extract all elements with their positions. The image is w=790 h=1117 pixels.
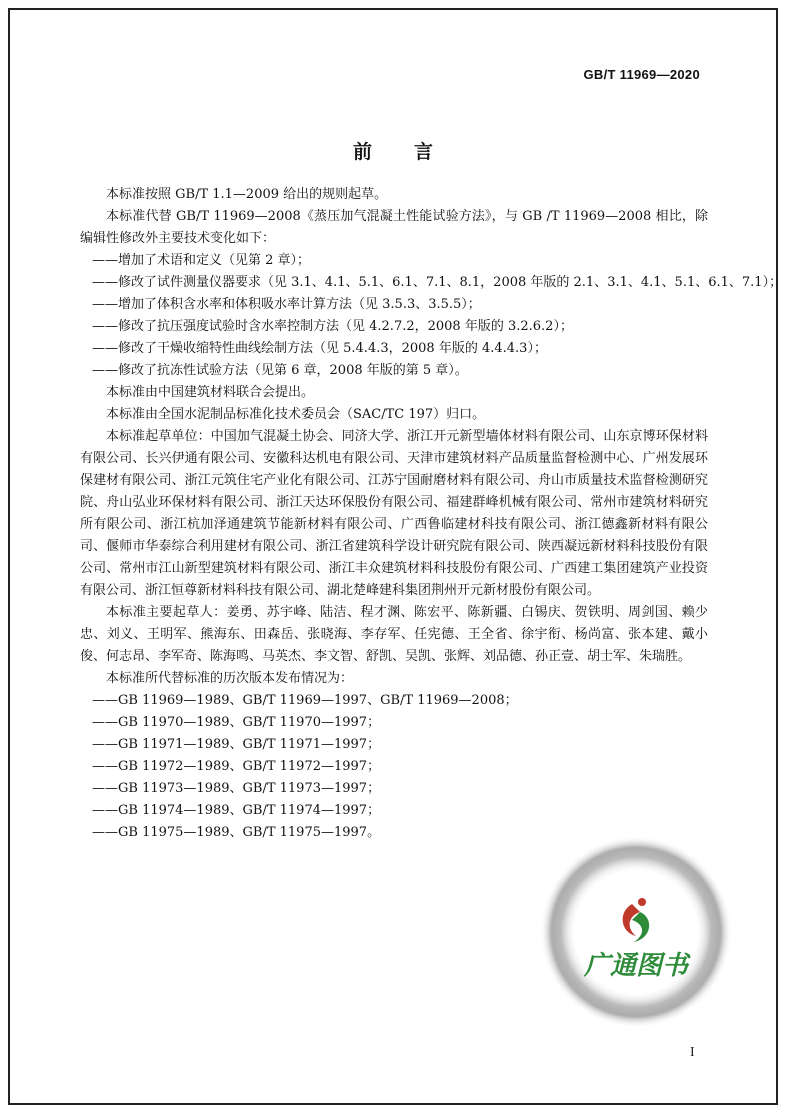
page-title: 前言 — [352, 141, 475, 163]
paragraph-drafting-rule: 本标准按照 GB/T 1.1—2009 给出的规则起草。 — [106, 187, 388, 202]
paragraph-proposer: 本标准由中国建筑材料联合会提出。 — [106, 385, 315, 400]
change-item: ——增加了体积含水率和体积吸水率计算方法（见 3.5.3、3.5.5）； — [92, 297, 481, 312]
standard-code: GB/T 11969—2020 — [583, 67, 700, 82]
change-item: ——修改了干燥收缩特性曲线绘制方法（见 5.4.4.3，2008 年版的 4.4.4.3）； — [92, 341, 547, 356]
paragraph-drafters: 本标准主要起草人：姜勇、苏宇峰、陆洁、程才渊、陈宏平、陈新疆、白锡庆、贺铁明、周剑国、赖少忠、刘义、王明军、熊海东、田森岳、张晓海、李存军、任宪德、王全省、徐宇衔、杨尚富、张本建、戴小俊、何志昂、李军奇、陈海鸣、马英杰、李文智、舒凯、吴凯、张辉、刘品德、孙正壹、胡士军、朱瑞胜。 — [80, 605, 708, 664]
change-item: ——修改了抗压强度试验时含水率控制方法（见 4.2.7.2，2008 年版的 3.2.6.2）； — [92, 319, 573, 334]
history-item: ——GB 11971—1989、GB/T 11971—1997； — [92, 737, 381, 752]
seal-text: 广通图书 — [583, 951, 689, 981]
change-item: ——修改了试件测量仪器要求（见 3.1、4.1、5.1、6.1、7.1、8.1，2008 年版的 2.1、3.1、4.1、5.1、6.1、7.1）； — [92, 275, 783, 290]
page-number: I — [690, 1045, 695, 1060]
paragraph-committee: 本标准由全国水泥制品标准化技术委员会（SAC/TC 197）归口。 — [106, 407, 486, 422]
change-item: ——修改了抗冻性试验方法（见第 6 章，2008 年版的第 5 章）。 — [92, 363, 468, 378]
paragraph-drafting-units: 本标准起草单位：中国加气混凝土协会、同济大学、浙江开元新型墙体材料有限公司、山东京博环保材料有限公司、长兴伊通有限公司、安徽科达机电有限公司、天津市建筑材料产品质量监督检测中心、广州发展环保建材有限公司、浙江元筑住宅产业化有限公司、江苏宁国耐磨材料有限公司、舟山市质量技术监督检测研究院、舟山弘业环保材料有限公司、浙江天达环保股份有限公司、福建群峰机械有限公司、常州市建筑材料研究所有限公司、浙江杭加泽通建筑节能新材料有限公司、广西鲁临建材科技有限公司、浙江德鑫新材料有限公司、偃师市华泰综合利用建材有限公司、浙江省建筑科学设计研究院有限公司、陕西凝远新材料科技股份有限公司、常州市江山新型建筑材料有限公司、浙江丰众建筑材料科技股份有限公司、广西建工集团建筑产业投资有限公司、浙江恒尊新材料科技有限公司、湖北楚峰建科集团荆州开元新材股份有限公司。 — [80, 429, 708, 598]
history-item: ——GB 11969—1989、GB/T 11969—1997、GB/T 11969—2008； — [92, 693, 518, 708]
history-item: ——GB 11973—1989、GB/T 11973—1997； — [92, 781, 381, 796]
paragraph-replacement: 本标准代替 GB/T 11969—2008《蒸压加气混凝土性能试验方法》，与 GB /T 11969—2008 相比，除编辑性修改外主要技术变化如下： — [80, 209, 708, 246]
history-item: ——GB 11972—1989、GB/T 11972—1997； — [92, 759, 381, 774]
history-item: ——GB 11970—1989、GB/T 11970—1997； — [92, 715, 381, 730]
seal-ring-icon — [540, 836, 732, 1028]
history-item: ——GB 11975—1989、GB/T 11975—1997。 — [92, 825, 381, 840]
publisher-seal — [536, 832, 736, 1032]
foreword-body — [80, 184, 783, 844]
paragraph-history-intro: 本标准所代替标准的历次版本发布情况为： — [106, 671, 354, 686]
history-item: ——GB 11974—1989、GB/T 11974—1997； — [92, 803, 381, 818]
change-item: ——增加了术语和定义（见第 2 章）； — [92, 253, 311, 268]
